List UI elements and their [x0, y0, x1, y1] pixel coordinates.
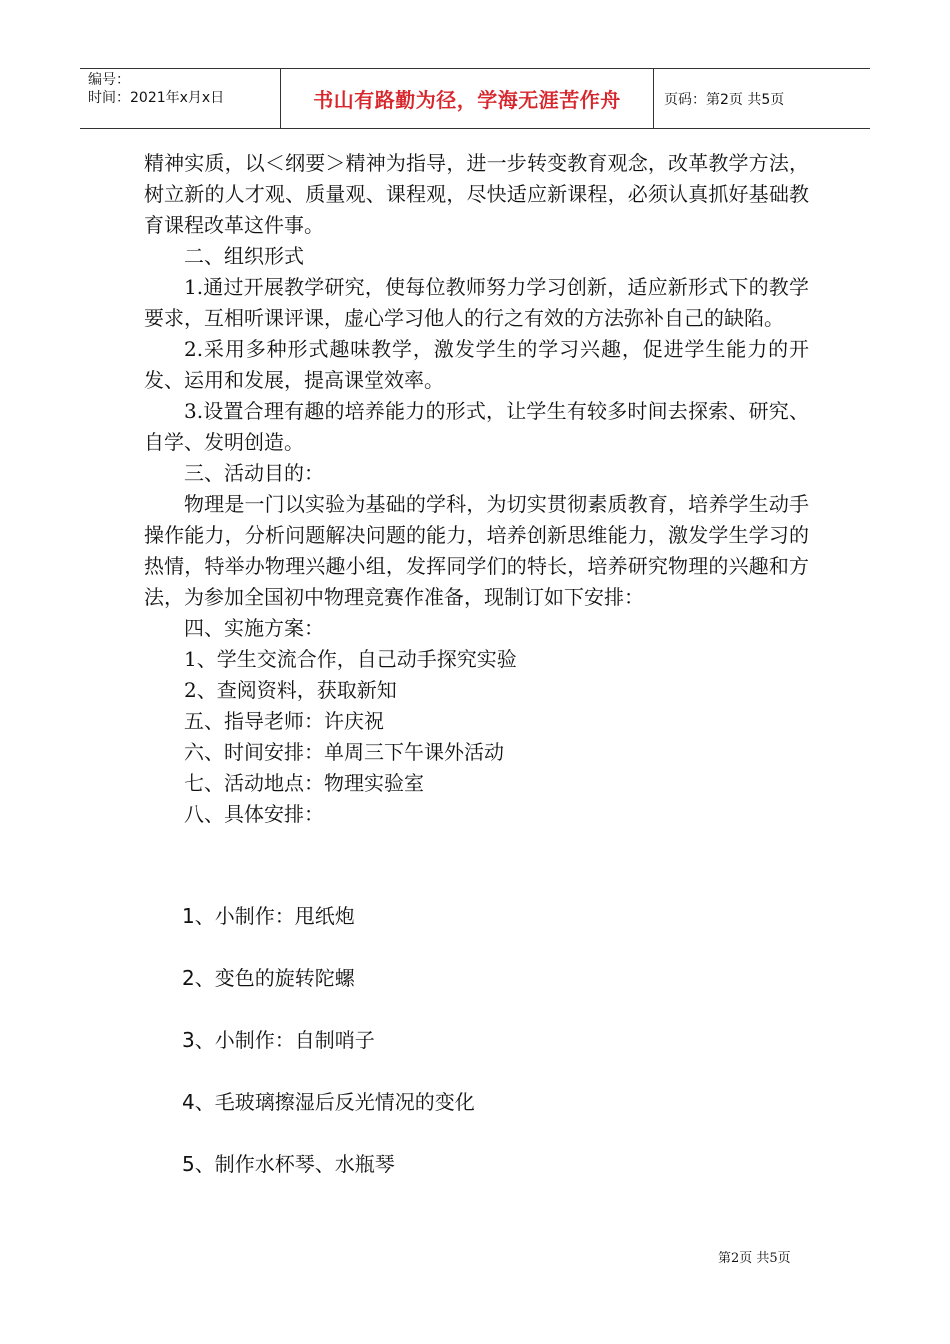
document-header — [80, 68, 870, 129]
header-page-info: 页码：第2页 共5页 — [664, 91, 785, 108]
paragraph: 2.采用多种形式趣味教学，激发学生的学习兴趣，促进学生能力的开发、运用和发展，提高课堂效率。 — [144, 337, 809, 392]
section-heading: 八、具体安排： — [184, 802, 324, 826]
paragraph: 精神实质，以＜纲要＞精神为指导，进一步转变教育观念，改革教学方法，树立新的人才观、质量观、课程观，尽快适应新课程，必须认真抓好基础教育课程改革这件事。 — [144, 151, 809, 237]
paragraph: 物理是一门以实验为基础的学科，为切实贯彻素质教育，培养学生动手操作能力，分析问题解决问题的能力，培养创新思维能力，激发学生学习的热情，特举办物理兴趣小组，发挥同学们的特长，培养研究物理的兴趣和方法，为参加全国初中物理竞赛作准备，现制订如下安排： — [144, 492, 809, 609]
list-item: 2、查阅资料，获取新知 — [184, 678, 397, 702]
paragraph: 3.设置合理有趣的培养能力的形式，让学生有较多时间去探索、研究、自学、发明创造。 — [144, 399, 809, 454]
doc-number-label: 编号： — [88, 72, 130, 88]
schedule-item: 3、小制作：自制哨子 — [182, 1028, 375, 1052]
date-line: 时间：2021年x月x日 — [88, 90, 225, 106]
list-item: 1、学生交流合作，自己动手探究实验 — [184, 647, 517, 671]
section-heading: 三、活动目的： — [184, 461, 324, 485]
header-motto-cell — [281, 69, 654, 128]
section-heading: 七、活动地点：物理实验室 — [184, 771, 424, 795]
paragraph: 1.通过开展教学研究，使每位教师努力学习创新，适应新形式下的教学要求，互相听课评课，虚心学习他人的行之有效的方法弥补自己的缺陷。 — [144, 275, 809, 330]
header-motto: 书山有路勤为径，学海无涯苦作舟 — [313, 88, 621, 112]
page-footer: 第2页 共5页 — [718, 1251, 791, 1266]
schedule-item: 5、制作水杯琴、水瓶琴 — [182, 1152, 395, 1176]
document-body — [144, 148, 809, 830]
section-heading: 五、指导老师：许庆祝 — [184, 709, 384, 733]
header-meta — [80, 69, 281, 128]
schedule-list — [182, 900, 782, 1210]
section-heading: 四、实施方案： — [184, 616, 324, 640]
schedule-item: 4、毛玻璃擦湿后反光情况的变化 — [182, 1090, 475, 1114]
section-heading: 六、时间安排：单周三下午课外活动 — [184, 740, 504, 764]
section-heading: 二、组织形式 — [184, 244, 304, 268]
schedule-item: 2、变色的旋转陀螺 — [182, 966, 355, 990]
schedule-item: 1、小制作：甩纸炮 — [182, 904, 355, 928]
header-page-info-cell — [654, 69, 870, 128]
